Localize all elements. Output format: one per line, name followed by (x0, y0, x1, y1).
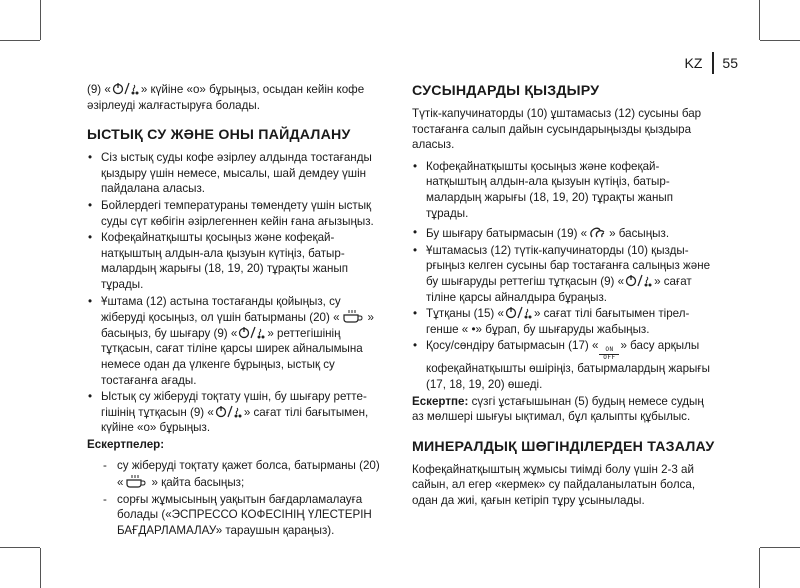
intro-paragraph: (9) « » күйіне «о» бұрыңыз, осыдан кейін кофе әзірлеуді жалғастыруға болады. (87, 83, 365, 112)
hot-water-cup-icon (341, 309, 367, 323)
page-header (685, 52, 738, 74)
section-heading-heating: СУСЫНДАРДЫ ҚЫЗДЫРУ (412, 83, 600, 99)
crop-mark (0, 547, 40, 548)
power-steam-icon (505, 306, 533, 319)
list-item: • Бу шығару батырмасын (19) « » басыңыз. (412, 225, 717, 242)
list-item: • Қосу/сөндіру батырмасын (17) « ON OFF » басу арқылы кофеқайнатқышты өшіріңіз, батырмалардың жарығы (17, 18, 19, 20) өшеді. (412, 338, 717, 392)
list-item: • Кофеқайнатқышты қосыңыз және кофеқай-натқыштың алдын-ала қызуын күтіңіз, батыр-малардың жарығы (18, 19, 20) тұрақты жанып тұрады. (412, 159, 717, 221)
on-off-icon: ON OFF (599, 347, 619, 361)
left-column (87, 82, 387, 539)
language-code: KZ (684, 55, 703, 71)
header-divider (712, 52, 714, 74)
note-paragraph: Ескертпе: сүзгі ұстағышынан (5) будың немесе судың аз мөлшері шығуы ықтимал, бұл қалыпты құбылыс. (412, 394, 704, 424)
heating-intro: Түтік-капучинаторды (10) ұштамасыз (12) сусыны бар тостағанға салып дайын сусындарыңызды қыздыра аласыз. (412, 107, 702, 152)
crop-mark (0, 40, 40, 41)
power-steam-icon (238, 326, 266, 339)
steam-swirl-icon (588, 225, 608, 239)
list-item: • Тұтқаны (15) « » сағат тілі бағытымен тірел-генше « •» бұрап, бу шығаруды жабыңыз. (412, 306, 717, 337)
section-heading-descaling: МИНЕРАЛДЫҚ ШӨГІНДІЛЕРДЕН ТАЗАЛАУ (412, 438, 715, 455)
list-item: • Ыстық су жіберуді тоқтату үшін, бу шығару ретте-гішінің тұтқасын (9) « » сағат тілі бағытымен, күйіне «о» бұрыңыз. (87, 389, 387, 436)
section-heading-hot-water: ЫСТЫҚ СУ ЖӘНЕ ОНЫ ПАЙДАЛАНУ (87, 127, 351, 144)
crop-mark (760, 547, 800, 548)
crop-mark (759, 0, 760, 40)
power-steam-icon (215, 405, 243, 418)
hot-water-list (87, 150, 387, 436)
notes-label: Ескертпелер: (87, 437, 165, 451)
list-item: • Ұштама (12) астына тостағанды қойыңыз, су жіберуді қосыңыз, ол үшін батырманы (20) « » басыңыз, бу шығару (9) « » реттегішінің тұтқасын, сағат тіліне қарсы ширек айналымына немесе одан да үлкенге бұрыңыз, ыстық су тостағанға ағады. (87, 294, 387, 389)
crop-mark (40, 548, 41, 588)
list-item: • Кофеқайнатқышты қосыңыз және кофеқай-натқыштың алдын-ала қызуын күтіңіз, батыр-малардың жарығы (18, 19, 20) тұрақты жанып тұрады. (87, 230, 387, 292)
list-item: • Сіз ыстық суды кофе әзірлеу алдында тостағанды қыздыру үшін немесе, мысалы, шай демдеу үшін пайдалана аласыз. (87, 150, 387, 197)
page-number: 55 (722, 55, 738, 71)
descaling-paragraph: Кофеқайнатқыштың жұмысы тиімді болу үшін 2-3 ай сайын, ал егер «кермек» су пайдаланылатын болса, одан да жиі, қағын кетіріп тұру ұсынылады. (412, 462, 696, 507)
right-column (412, 82, 717, 508)
list-item: • Бойлердегі температураны төмендету үшін ыстық суды сүт көбігін әзірлегеннен кейін ғана ағызыңыз. (87, 198, 387, 229)
note-label: Ескертпе: (412, 394, 469, 408)
list-item: • Ұштамасыз (12) түтік-капучинаторды (10) қызды-рғыңыз келген сусыны бар тостағанға салыңыз және бу шығаруды реттегіш тұтқасын (9) « » сағат тіліне қарсы айналдыра бұраңыз. (412, 243, 717, 305)
crop-mark (760, 40, 800, 41)
power-steam-icon (625, 274, 653, 287)
notes-list (87, 458, 387, 538)
list-item: - сорғы жұмысының уақытын бағдарламалауға болады («ЭСПРЕССО КОФЕСІНІҢ ҮЛЕСТЕРІН БАҒДАРЛАМАЛАУ» тараушын қараңыз). (87, 492, 387, 539)
list-item: - су жіберуді тоқтату қажет болса, батырманы (20) « » қайта басыңыз; (87, 458, 387, 490)
crop-mark (759, 548, 760, 588)
power-steam-icon (112, 82, 140, 95)
heating-list (412, 159, 717, 393)
hot-water-cup-icon (124, 474, 150, 488)
crop-mark (40, 0, 41, 40)
